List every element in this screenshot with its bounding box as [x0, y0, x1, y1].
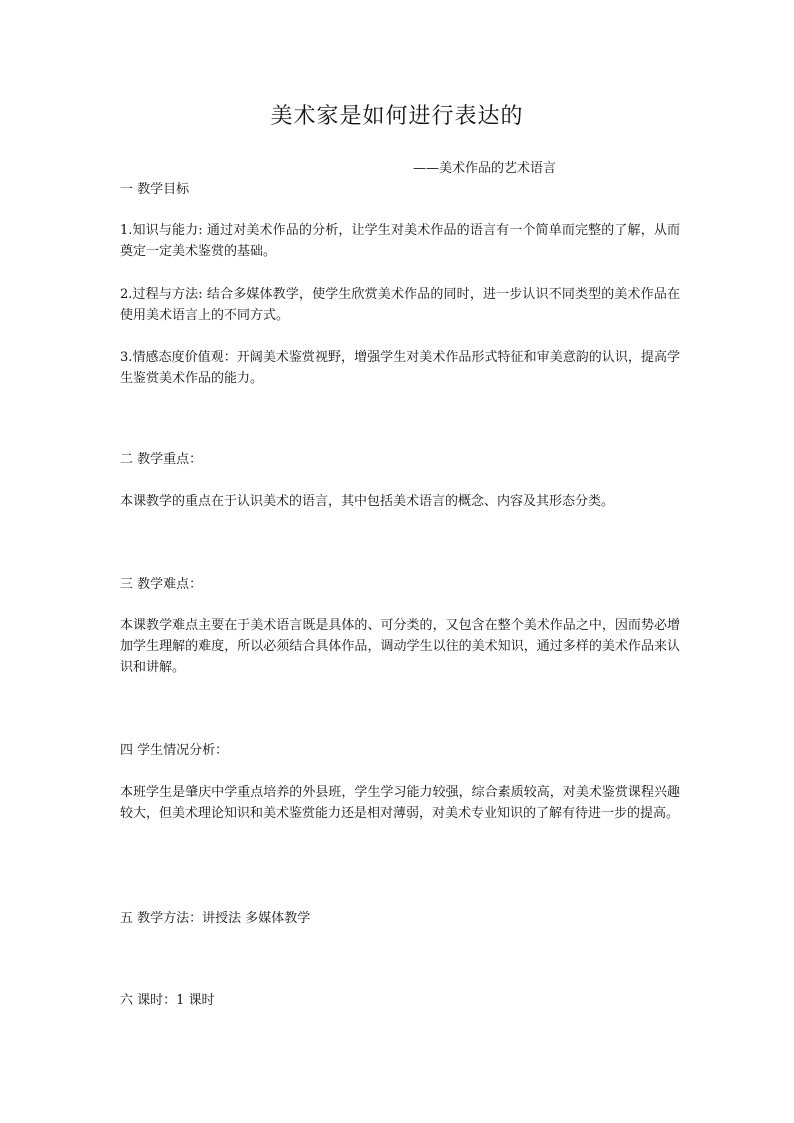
section-heading-difficulties: 三 教学难点：: [120, 577, 203, 592]
document-title: 美术家是如何进行表达的: [270, 104, 524, 129]
difficulties-text: 本课教学难点主要在于美术语言既是具体的、可分类的，又包含在整个美术作品之中，因而势必增加学生理解的难度，所以必须结合具体作品，调动学生以往的美术知识，通过多样的美术作品来认识和讲解。: [120, 618, 680, 675]
section-heading-key-points: 二 教学重点：: [120, 452, 203, 467]
section-heading-students: 四 学生情况分析：: [120, 743, 229, 758]
students-text: 本班学生是肇庆中学重点培养的外县班，学生学习能力较强，综合素质较高，对美术鉴赏课程兴趣较大，但美术理论知识和美术鉴赏能力还是相对薄弱，对美术专业知识的了解有待进一步的提高。: [120, 785, 680, 821]
section-heading-hours: 六 课时：1 课时: [120, 993, 215, 1008]
objective-item-process: 2.过程与方法: 结合多媒体教学，使学生欣赏美术作品的同时，进一步认识不同类型的美术作品在使用美术语言上的不同方式。: [120, 287, 680, 323]
document-subtitle: ——美术作品的艺术语言: [413, 161, 557, 176]
section-heading-objectives: 一 教学目标: [120, 182, 190, 197]
objective-item-knowledge: 1.知识与能力: 通过对美术作品的分析，让学生对美术作品的语言有一个简单而完整的了解，从而奠定一定美术鉴赏的基础。: [120, 223, 680, 259]
key-points-text: 本课教学的重点在于认识美术的语言，其中包括美术语言的概念、内容及其形态分类。: [120, 494, 615, 509]
objective-item-attitude: 3.情感态度价值观：开阔美术鉴赏视野，增强学生对美术作品形式特征和审美意韵的认识，提高学生鉴赏美术作品的能力。: [120, 350, 680, 386]
section-heading-methods: 五 教学方法：讲授法 多媒体教学: [120, 911, 311, 926]
